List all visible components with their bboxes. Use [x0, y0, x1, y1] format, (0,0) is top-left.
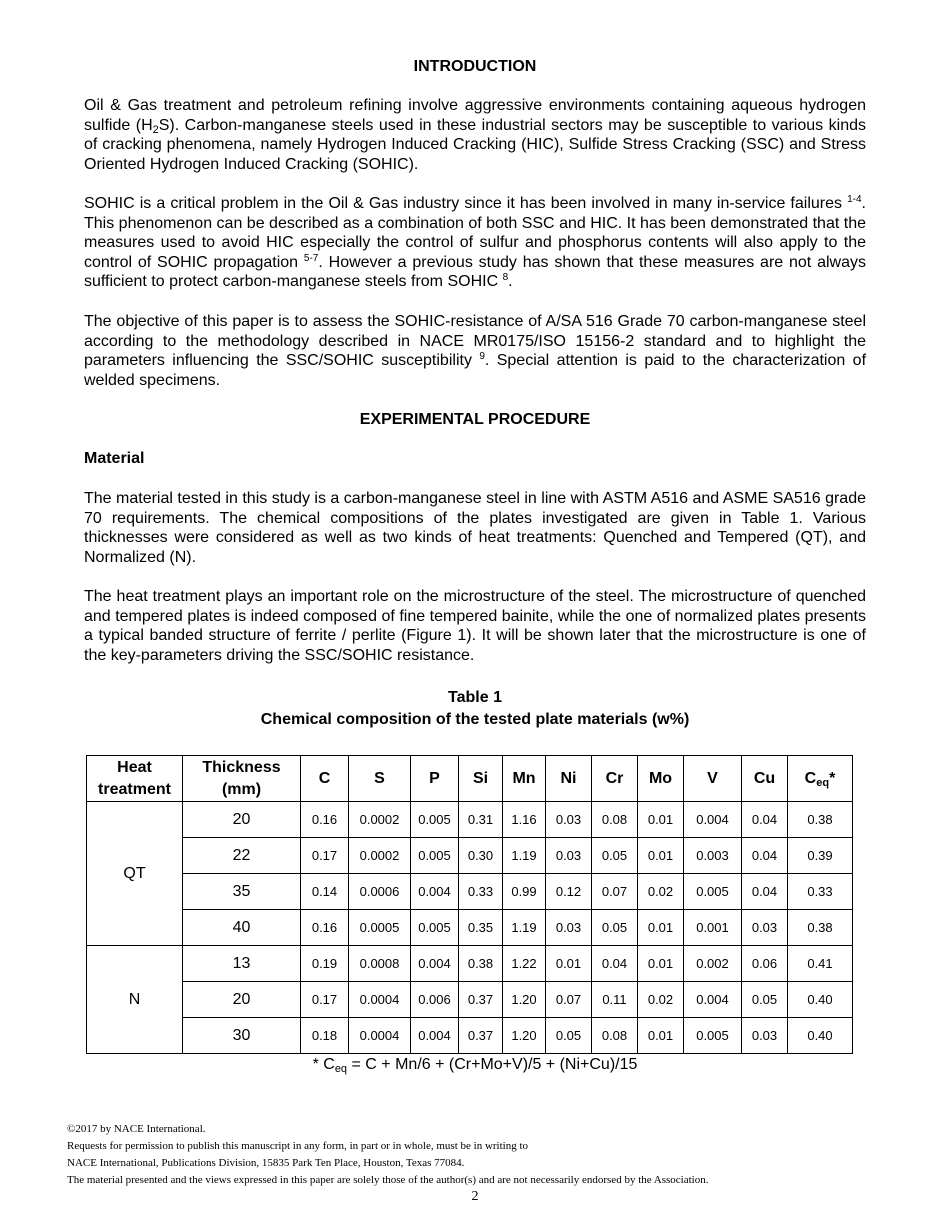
- composition-cell: 0.04: [742, 874, 788, 910]
- composition-cell: 0.02: [638, 874, 684, 910]
- composition-cell: 1.19: [503, 838, 546, 874]
- composition-cell: 0.02: [638, 982, 684, 1018]
- footer-disclaimer: The material presented and the views expressed in this paper are solely those of the author(s) and are not necessarily endorsed by the Association.: [67, 1174, 709, 1186]
- composition-cell: 0.99: [503, 874, 546, 910]
- composition-cell: 0.31: [459, 802, 503, 838]
- composition-cell: 0.38: [788, 910, 853, 946]
- composition-cell: 0.01: [638, 946, 684, 982]
- footer-copyright: ©2017 by NACE International.: [67, 1123, 206, 1135]
- thickness-cell: 30: [183, 1018, 301, 1054]
- composition-cell: 0.004: [411, 1018, 459, 1054]
- composition-cell: 0.003: [684, 838, 742, 874]
- composition-cell: 0.17: [301, 982, 349, 1018]
- composition-cell: 0.004: [684, 802, 742, 838]
- table-row: [87, 946, 853, 982]
- citation-ref: 1-4: [847, 194, 862, 205]
- ceq-formula-note: * $C_{eq} = C + Mn/6 + (Cr+Mo+V)/5 + (Ni+Cu)/15$: [312, 1056, 638, 1075]
- composition-cell: 0.17: [301, 838, 349, 874]
- composition-cell: 0.37: [459, 982, 503, 1018]
- thickness-cell: 35: [183, 874, 301, 910]
- composition-cell: 0.01: [546, 946, 592, 982]
- composition-cell: 0.005: [411, 802, 459, 838]
- composition-cell: 0.01: [638, 802, 684, 838]
- material-paragraph-1: The material tested in this study is a carbon-manganese steel in line with ASTM A516 and ASME SA516 grade 70 requirements. The chemical compositions of the plates investigated are given in Table 1. Various thicknesses were considered as well as two kinds of heat treatments: Quenched and Tempered (QT), and Normalized (N).: [84, 490, 866, 566]
- page-number: 2: [471, 1189, 479, 1204]
- composition-cell: 0.0008: [349, 946, 411, 982]
- header-p: P: [411, 756, 459, 802]
- thickness-cell: 20: [183, 802, 301, 838]
- header-si: Si: [459, 756, 503, 802]
- composition-cell: 0.005: [411, 838, 459, 874]
- footer-permission: Requests for permission to publish this manuscript in any form, in part or in whole, must be in writing to: [67, 1140, 529, 1152]
- header-ni: Ni: [546, 756, 592, 802]
- thickness-cell: 13: [183, 946, 301, 982]
- composition-cell: 0.01: [638, 1018, 684, 1054]
- experimental-procedure-heading: EXPERIMENTAL PROCEDURE: [359, 411, 591, 428]
- table-row: [87, 802, 853, 838]
- composition-cell: 0.05: [742, 982, 788, 1018]
- composition-cell: 0.06: [742, 946, 788, 982]
- composition-cell: 0.08: [592, 1018, 638, 1054]
- composition-cell: 0.002: [684, 946, 742, 982]
- composition-cell: 0.08: [592, 802, 638, 838]
- composition-cell: 0.18: [301, 1018, 349, 1054]
- composition-cell: 0.03: [742, 1018, 788, 1054]
- material-subheading: Material: [84, 450, 145, 467]
- composition-cell: 0.05: [592, 910, 638, 946]
- composition-cell: 0.14: [301, 874, 349, 910]
- composition-cell: 0.004: [411, 946, 459, 982]
- composition-cell: 0.0006: [349, 874, 411, 910]
- composition-cell: 1.20: [503, 1018, 546, 1054]
- composition-cell: 0.04: [742, 802, 788, 838]
- composition-cell: 0.005: [684, 874, 742, 910]
- thickness-cell: 22: [183, 838, 301, 874]
- citation-ref: 8: [502, 272, 509, 283]
- table-caption-number: Table 1: [448, 689, 502, 706]
- composition-cell: 0.006: [411, 982, 459, 1018]
- material-paragraph-2: The heat treatment plays an important role on the microstructure of the steel. The microstructure of quenched and tempered plates is indeed composed of fine tempered bainite, while the one of normalized plates presents a typical banded structure of ferrite / perlite (Figure 1). It will be shown later that the microstructure is one of the key-parameters driving the SSC/SOHIC resistance.: [84, 588, 866, 664]
- table-row: [87, 1018, 853, 1054]
- intro-paragraph-1: Oil & Gas treatment and petroleum refining involve aggressive environments containing aqueous hydrogen sulfide $(H_2S)$. Carbon-manganese steels used in these industrial sectors may be susceptible to various kinds of cracking phenomena, namely Hydrogen Induced Cracking (HIC), Sulfide Stress Cracking (SSC) and Stress Oriented Hydrogen Induced Cracking (SOHIC).: [84, 97, 867, 173]
- header-s: S: [349, 756, 411, 802]
- composition-cell: 0.005: [411, 910, 459, 946]
- composition-cell: 1.19: [503, 910, 546, 946]
- heat-treatment-cell: N: [87, 946, 183, 1054]
- composition-cell: 0.0004: [349, 1018, 411, 1054]
- composition-cell: 0.04: [592, 946, 638, 982]
- thickness-cell: 40: [183, 910, 301, 946]
- composition-cell: 0.33: [459, 874, 503, 910]
- composition-cell: 0.35: [459, 910, 503, 946]
- composition-cell: 1.22: [503, 946, 546, 982]
- composition-cell: 0.0002: [349, 802, 411, 838]
- citation-ref: 5-7: [303, 252, 319, 264]
- composition-cell: 0.07: [546, 982, 592, 1018]
- composition-cell: 0.38: [459, 946, 503, 982]
- table-row: [87, 910, 853, 946]
- composition-cell: 0.01: [638, 910, 684, 946]
- composition-cell: 0.0005: [349, 910, 411, 946]
- composition-cell: 0.41: [788, 946, 853, 982]
- citation-ref: 9: [479, 351, 485, 362]
- composition-cell: 0.03: [546, 838, 592, 874]
- composition-cell: 0.19: [301, 946, 349, 982]
- header-heat-treatment: Heat treatment: [87, 756, 183, 802]
- composition-cell: 0.03: [546, 910, 592, 946]
- composition-table: [86, 755, 853, 1054]
- composition-cell: 1.20: [503, 982, 546, 1018]
- composition-cell: 0.004: [411, 874, 459, 910]
- header-cr: Cr: [592, 756, 638, 802]
- heat-treatment-cell: QT: [87, 802, 183, 946]
- table-body: [87, 802, 853, 1054]
- composition-cell: 0.07: [592, 874, 638, 910]
- composition-cell: 0.37: [459, 1018, 503, 1054]
- composition-cell: 0.40: [788, 1018, 853, 1054]
- thickness-cell: 20: [183, 982, 301, 1018]
- composition-cell: 0.005: [684, 1018, 742, 1054]
- footer-address: NACE International, Publications Division, 15835 Park Ten Place, Houston, Texas 77084.: [67, 1157, 465, 1169]
- composition-cell: 0.04: [742, 838, 788, 874]
- introduction-heading: INTRODUCTION: [413, 58, 537, 75]
- composition-cell: 0.12: [546, 874, 592, 910]
- composition-cell: 0.38: [788, 802, 853, 838]
- table-row: [87, 874, 853, 910]
- header-mn: Mn: [503, 756, 546, 802]
- table-row: [87, 838, 853, 874]
- table-row: [87, 982, 853, 1018]
- copyright-footer: [67, 1121, 708, 1189]
- composition-cell: 0.33: [788, 874, 853, 910]
- composition-cell: 0.004: [684, 982, 742, 1018]
- composition-cell: 0.01: [638, 838, 684, 874]
- table-header-row: [87, 756, 853, 802]
- composition-cell: 0.03: [546, 802, 592, 838]
- header-mo: Mo: [638, 756, 684, 802]
- composition-cell: 0.40: [788, 982, 853, 1018]
- intro-paragraph-2: SOHIC is a critical problem in the Oil & Gas industry since it has been involved in many in-service failures $^{1-4}$. This phenomenon can be described as a combination of both SSC and HIC. It has been demonstrated that the measures used to avoid HIC especially the control of sulfur and phosphorus contents will also apply to the control of SOHIC propagation $^{5-7}$. However a previous study has shown that these measures are not always sufficient to protect carbon-manganese steels from SOHIC $^8$.: [84, 194, 866, 290]
- header-cu: Cu: [742, 756, 788, 802]
- header-ceq: $C_{eq}*$: [788, 756, 853, 802]
- header-thickness: Thickness (mm): [183, 756, 301, 802]
- composition-cell: 1.16: [503, 802, 546, 838]
- header-v: V: [684, 756, 742, 802]
- composition-cell: 0.39: [788, 838, 853, 874]
- composition-cell: 0.05: [592, 838, 638, 874]
- header-c: C: [301, 756, 349, 802]
- composition-cell: 0.001: [684, 910, 742, 946]
- composition-cell: 0.11: [592, 982, 638, 1018]
- composition-cell: 0.03: [742, 910, 788, 946]
- intro-paragraph-3: The objective of this paper is to assess the SOHIC-resistance of A/SA 516 Grade 70 carbon-manganese steel according to the methodology described in NACE MR0175/ISO 15156-2 standard and to highlight the parameters influencing the SSC/SOHIC susceptibility $^9$. Special attention is paid to the characterization of welded specimens.: [84, 313, 867, 389]
- table-caption-title: Chemical composition of the tested plate materials (w%): [260, 711, 690, 728]
- composition-cell: 0.16: [301, 802, 349, 838]
- composition-cell: 0.0002: [349, 838, 411, 874]
- composition-cell: 0.05: [546, 1018, 592, 1054]
- composition-cell: 0.0004: [349, 982, 411, 1018]
- composition-cell: 0.30: [459, 838, 503, 874]
- composition-cell: 0.16: [301, 910, 349, 946]
